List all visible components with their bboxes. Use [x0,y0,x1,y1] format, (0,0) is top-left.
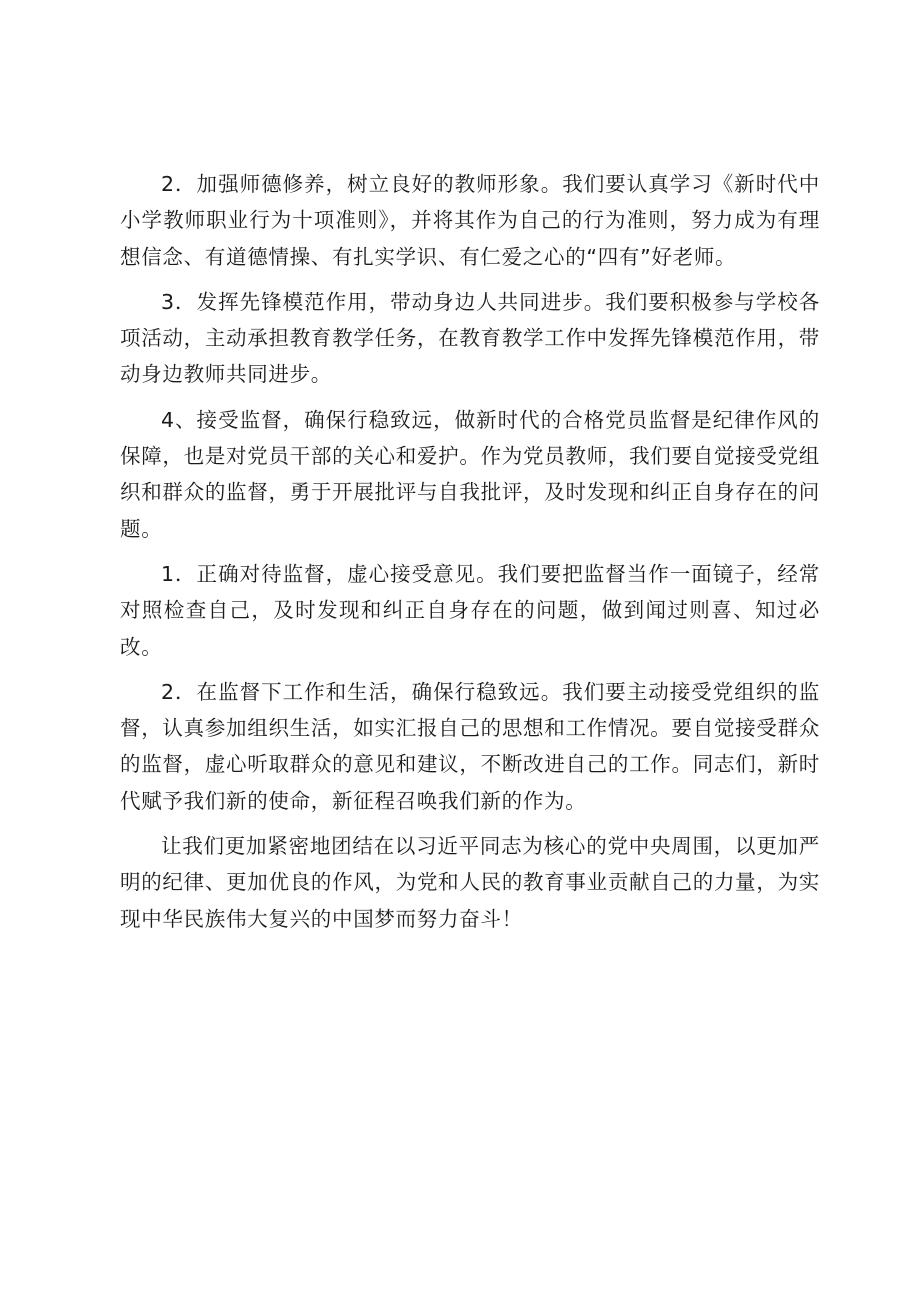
paragraph-work-under-supervision: 2．在监督下工作和生活，确保行稳致远。我们要主动接受党组织的监督，认真参加组织生活，如实汇报自己的思想和工作情况。要自觉接受群众的监督，虚心听取群众的意见和建议，不断改进自己的工作。同志们，新时代赋予我们新的使命，新征程召唤我们新的作为。 [120,679,820,813]
document-body [120,166,820,946]
paragraph-accept-supervision: 4、接受监督，确保行稳致远，做新时代的合格党员监督是纪律作风的保障，也是对党员干部的关心和爱护。作为党员教师，我们要自觉接受党组织和群众的监督，勇于开展批评与自我批评，及时发现和纠正自身存在的问题。 [120,407,820,541]
paragraph-exemplary-role: 3．发挥先锋模范作用，带动身边人共同进步。我们要积极参与学校各项活动，主动承担教育教学任务，在教育教学工作中发挥先锋模范作用，带动身边教师共同进步。 [120,289,820,387]
paragraph-strengthen-ethics: 2．加强师德修养，树立良好的教师形象。我们要认真学习《新时代中小学教师职业行为十项准则》，并将其作为自己的行为准则，努力成为有理想信念、有道德情操、有扎实学识、有仁爱之心的“四有”好老师。 [120,172,820,269]
paragraph-treat-supervision: 1．正确对待监督，虚心接受意见。我们要把监督当作一面镜子，经常对照检查自己，及时发现和纠正自身存在的问题，做到闻过则喜、知过必改。 [120,561,820,659]
paragraph-closing: 让我们更加紧密地团结在以习近平同志为核心的党中央周围，以更加严明的纪律、更加优良的作风，为党和人民的教育事业贡献自己的力量，为实现中华民族伟大复兴的中国梦而努力奋斗！ [120,834,820,931]
